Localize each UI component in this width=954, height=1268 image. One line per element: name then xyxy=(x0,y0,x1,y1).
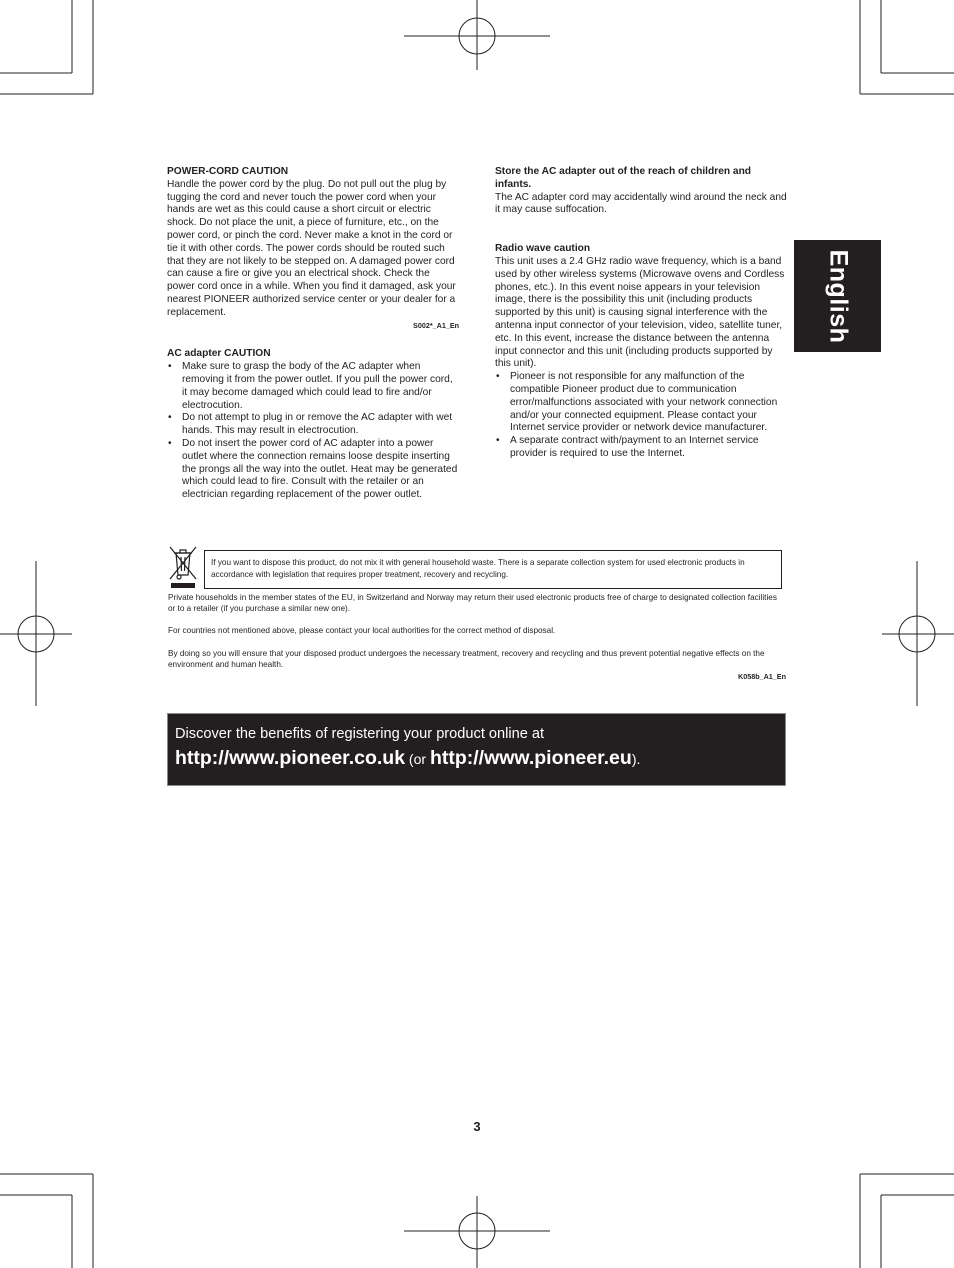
disposal-notice-box xyxy=(204,550,782,589)
left-column xyxy=(167,166,459,502)
list-item: • Do not insert the power cord of AC adapter into a power outlet where the connection remains loose despite inserting the prongs all the way into the outlet. Heat may be generated which could lead to fire. Consult with the retailer or an electrician regarding replacement of the power outlet. xyxy=(167,438,459,502)
ac-adapter-caution-section xyxy=(167,348,459,502)
page-number: 3 xyxy=(473,1119,481,1134)
list-item: • Pioneer is not responsible for any malfunction of the compatible Pioneer product due to communication error/malfunctions associated with your network connection and/or your connected equipment. Please contact your Internet service provider or network device manufacturer. xyxy=(495,371,787,435)
registration-urls xyxy=(175,746,785,771)
radio-wave-list xyxy=(495,371,787,461)
disposal-code: K058b_A1_En xyxy=(738,672,786,681)
registration-close-text: ). xyxy=(631,751,641,767)
ac-adapter-caution-list xyxy=(167,361,459,502)
power-cord-code: S002*_A1_En xyxy=(413,320,459,330)
registration-text: Discover the benefits of registering your product online at xyxy=(175,726,545,742)
store-adapter-heading: Store the AC adapter out of the reach of children and infants. xyxy=(495,166,752,190)
language-tab xyxy=(794,240,881,352)
language-tab-label: English xyxy=(824,249,853,343)
pioneer-eu-link[interactable]: http://www.pioneer.eu xyxy=(429,747,632,769)
right-column xyxy=(495,166,787,461)
registration-or-text: (or xyxy=(405,751,430,767)
disposal-notice-text: If you want to dispose this product, do not mix it with general household waste. There is a separate collection system for used electronic products in accordance with legislation that requires proper treatment, recovery and recycling. xyxy=(211,558,745,579)
pioneer-uk-link[interactable]: http://www.pioneer.co.uk xyxy=(175,747,406,769)
power-cord-caution-section xyxy=(167,166,459,332)
store-adapter-section xyxy=(495,166,787,217)
radio-wave-heading: Radio wave caution xyxy=(495,243,591,255)
radio-wave-section xyxy=(495,243,787,461)
crossed-out-wheelie-bin-icon xyxy=(167,545,199,589)
power-cord-caution-heading: POWER-CORD CAUTION xyxy=(167,166,289,177)
list-item: • A separate contract with/payment to an Internet service provider is required to use the Internet. xyxy=(495,435,787,461)
store-adapter-text: The AC adapter cord may accidentally wind around the neck and it may cause suffocation. xyxy=(495,191,787,216)
disposal-paragraph-other-countries: For countries not mentioned above, please contact your local authorities for the correct method of disposal. xyxy=(168,626,556,635)
ac-adapter-caution-heading: AC adapter CAUTION xyxy=(167,348,271,360)
disposal-paragraph-eu: Private households in the member states of the EU, in Switzerland and Norway may return their used electronic products free of charge to designated collection facilities or to a retailer (if you purchase a similar new one). xyxy=(168,593,777,613)
power-cord-caution-text: Handle the power cord by the plug. Do not pull out the plug by tugging the cord and never touch the power cord when your hands are wet as this could cause a short circuit or electric shock. Do not place the unit, a piece of furniture, etc., on the power cord, or pinch the cord. Never make a knot in the cord or tie it with other cords. The power cords should be routed such that they are not likely to be stepped on. A damaged power cord can cause a fire or give you an electrical shock. Check the power cord once in a while. When you find it damaged, ask your nearest PIONEER authorized service center or your dealer for a replacement. xyxy=(167,178,456,318)
radio-wave-text: This unit uses a 2.4 GHz radio wave frequency, which is a band used by other wireless systems (Microwave ovens and Cordless phones, etc.). In this event noise appears in your television image, there is the possibility this unit (including products supported by this unit) is causing signal interference with the antenna input connector of your television, video, satellite tuner, etc. In this event, increase the distance between the antenna input connector and this unit (including products supported by this unit). xyxy=(495,255,785,370)
disposal-paragraph-environment: By doing so you will ensure that your disposed product undergoes the necessary treatment, recovery and recycling and thus prevent potential negative effects on the environment and human health. xyxy=(168,649,765,669)
list-item: • Make sure to grasp the body of the AC adapter when removing it from the power outlet. If you pull the power cord, it may become damaged which could lead to fire and/or electrocution. xyxy=(167,361,459,412)
list-item: • Do not attempt to plug in or remove the AC adapter with wet hands. This may result in electrocution. xyxy=(167,412,459,438)
product-registration-banner xyxy=(168,714,785,785)
